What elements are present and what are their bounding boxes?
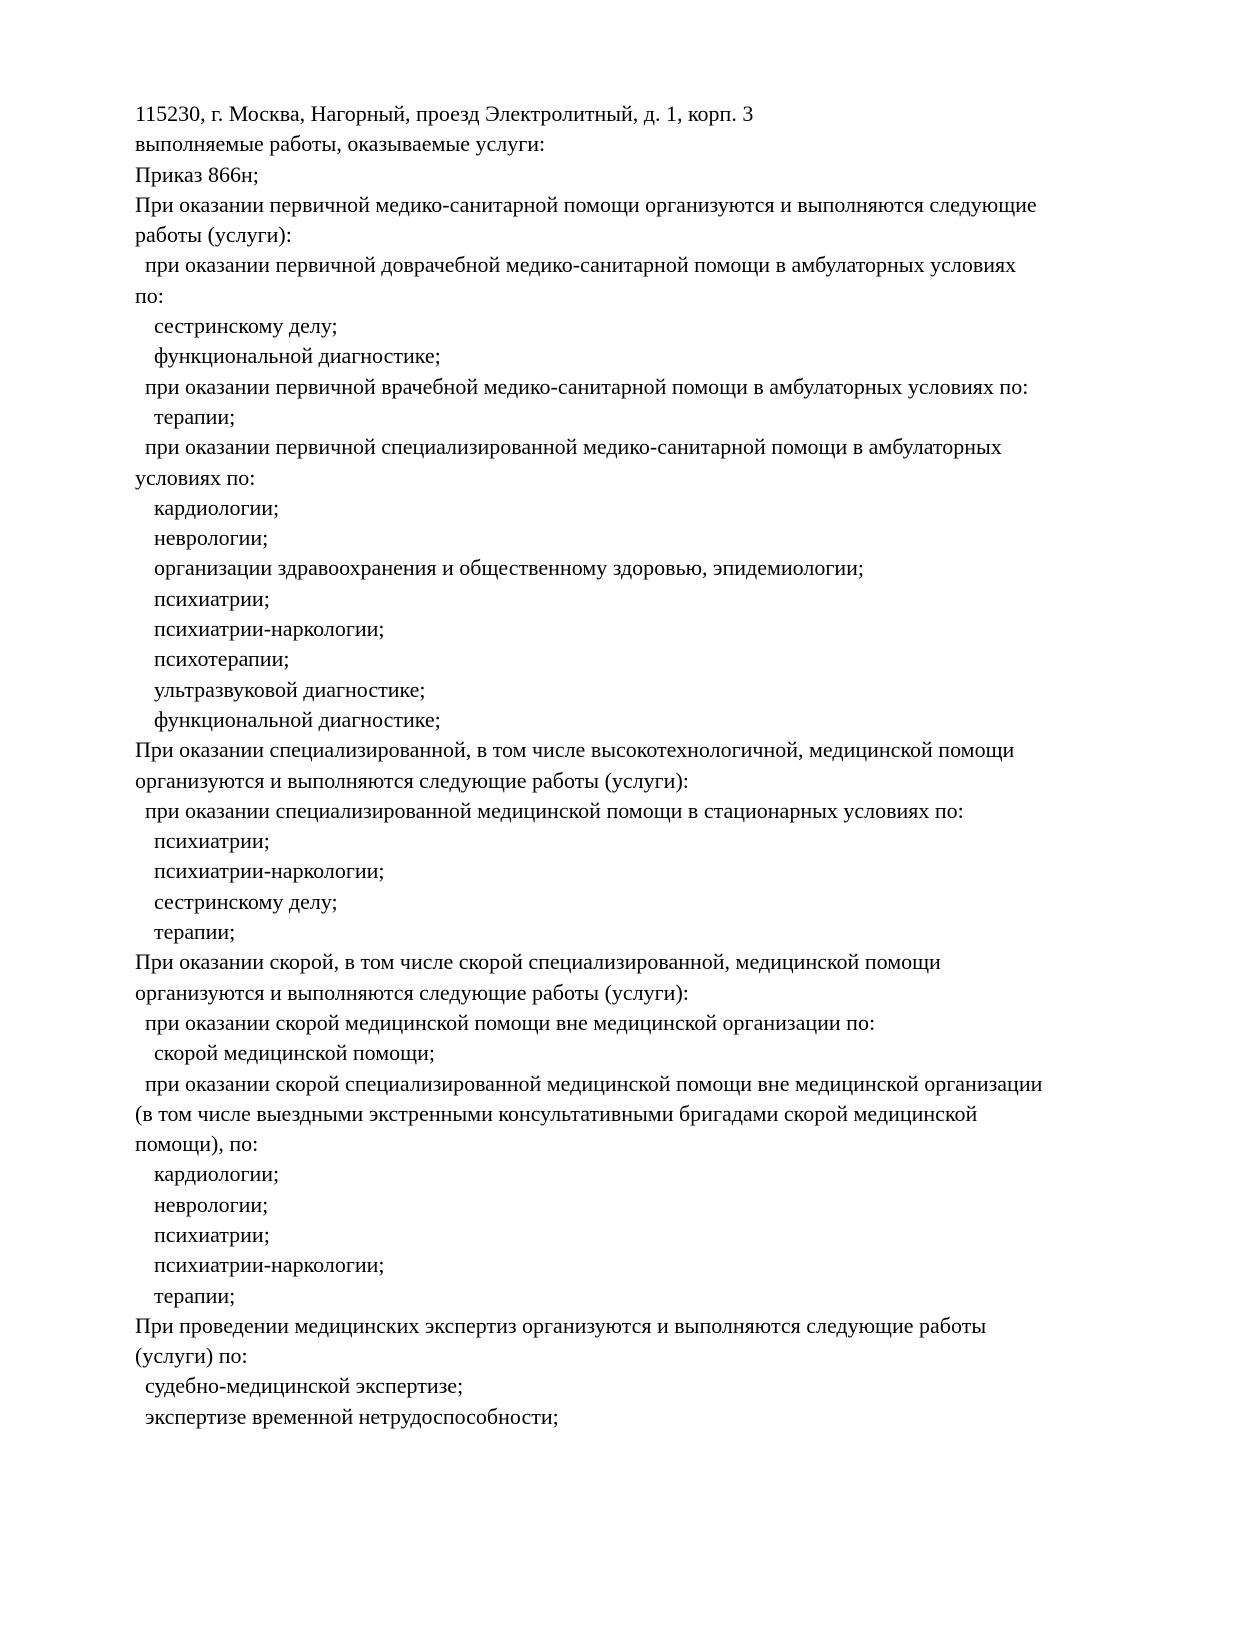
text-line: неврологии; [154,1191,269,1217]
text-line: скорой медицинской помощи; [154,1040,436,1066]
text-line: организуются и выполняются следующие работы (услуги): [135,979,689,1005]
text-line: организации здравоохранения и общественному здоровью, эпидемиологии; [154,555,865,581]
text-line: при оказании специализированной медицинской помощи в стационарных условиях по: [145,797,964,823]
text-line: При проведении медицинских экспертиз организуются и выполняются следующие работы [135,1312,987,1338]
text-line: психотерапии; [154,646,290,672]
text-line: При оказании специализированной, в том числе высокотехнологичной, медицинской помощи [135,737,1015,763]
text-line: по: [135,282,164,308]
text-line: психиатрии-наркологии; [154,1252,385,1278]
text-line: при оказании первичной врачебной медико-санитарной помощи в амбулаторных условиях по: [145,373,1029,399]
text-line: функциональной диагностике; [154,706,441,732]
text-line: кардиологии; [154,494,280,520]
text-line: При оказании первичной медико-санитарной помощи организуются и выполняются следующие [135,191,1037,217]
text-line: (в том числе выездными экстренными консультативными бригадами скорой медицинской [135,1100,978,1126]
text-line: ультразвуковой диагностике; [154,676,426,702]
text-line: условиях по: [135,464,256,490]
text-line: терапии; [154,919,236,945]
text-line: при оказании первичной доврачебной медико-санитарной помощи в амбулаторных условиях [145,252,1017,278]
text-line: терапии; [154,403,236,429]
text-line: 115230, г. Москва, Нагорный, проезд Электролитный, д. 1, корп. 3 [135,101,754,126]
text-line: сестринскому делу; [154,888,338,914]
text-line: психиатрии; [154,1221,270,1247]
text-line: неврологии; [154,525,269,551]
text-line: при оказании скорой медицинской помощи вне медицинской организации по: [145,1009,876,1035]
text-line: судебно-медицинской экспертизе; [145,1373,464,1399]
text-line: выполняемые работы, оказываемые услуги: [135,131,546,157]
text-line: Приказ 866н; [135,161,259,187]
document-body [135,99,1145,1432]
text-line: помощи), по: [135,1131,259,1157]
text-line: сестринскому делу; [154,313,338,339]
text-line: психиатрии; [154,828,270,854]
text-line: работы (услуги): [135,222,292,248]
text-line: психиатрии; [154,585,270,611]
text-line: организуются и выполняются следующие работы (услуги): [135,767,689,793]
text-line: при оказании скорой специализированной медицинской помощи вне медицинской организации [145,1070,1043,1096]
text-line: психиатрии-наркологии; [154,858,385,884]
text-line: экспертизе временной нетрудоспособности; [145,1403,559,1429]
text-line: психиатрии-наркологии; [154,616,385,642]
text-line: кардиологии; [154,1161,280,1187]
text-line: функциональной диагностике; [154,343,441,369]
text-line: (услуги) по: [135,1343,248,1369]
text-line: при оказании первичной специализированной медико-санитарной помощи в амбулаторных [145,434,1002,460]
text-line: терапии; [154,1282,236,1308]
text-line: При оказании скорой, в том числе скорой специализированной, медицинской помощи [135,949,941,975]
